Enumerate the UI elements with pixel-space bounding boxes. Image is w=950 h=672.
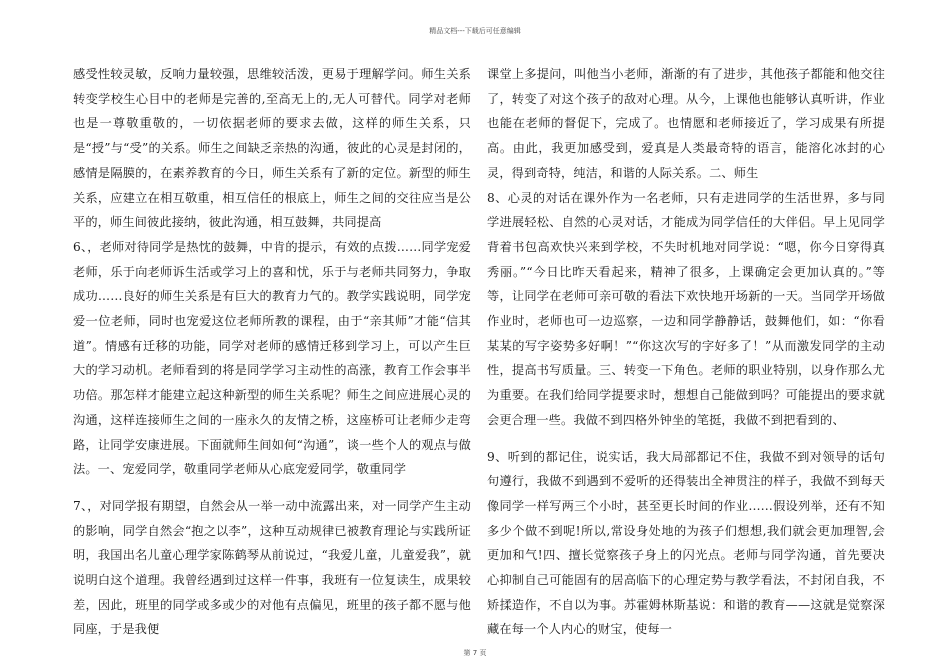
page-header: 精品文档---下载后可任意编辑 <box>429 27 521 35</box>
right-paragraph-3: 9、听到的都记住，说实话，我大局部都记不住，我做不到对领导的话句句遵行，我做不到遇到不爱听的还得装出全神贯注的样子，我做不到每天像同学一样写两三个小时，甚至更长时间的作业……假设列举，还有不知多少个做不到呢!所以,常设身处地的为孩子们想想,我们就会更加理智,会更加和气!四、擅长觉察孩子身上的闪光点。老师与同学沟通，首先要决心抑制自己可能固有的居高临下的心理定势与教学看法，不封闭自我，不矫揉造作，不自以为事。苏霍姆林斯基说：和谐的教育——这就是觉察深藏在每一个人内心的财宝，使每一 <box>487 449 885 637</box>
left-paragraph-1: 感受性较灵敏，反响力量较强，思维较活泼，更易于理解学问。师生关系转变学校生心目中的老师是完善的,至高无上的,无人可替代。同学对老师也是一尊敬重敬的，一切依据老师的要求去做，这样的师生关系，只是“授”与“受”的关系。师生之间缺乏亲热的沟通，彼此的心灵是封闭的，感情是隔膜的，在素养教育的今日，师生关系有了新的定位。新型的师生关系，应建立在相互敬重，相互信任的根底上，师生之间的交往应当是公平的，师生间彼此接纳，彼此沟通，相互鼓舞，共同提高 <box>73 67 471 230</box>
left-column <box>73 62 471 642</box>
right-paragraph-1: 课堂上多提问，叫他当小老师，渐渐的有了进步，其他孩子都能和他交往了，转变了对这个孩子的敌对心理。从今，上课他也能够认真听讲，作业也能在老师的督促下，完成了。也情愿和老师接近了，学习成果有所提高。由此，我更加感受到，爱真是人类最奇特的语言，能溶化冰封的心灵，得到奇特，纯洁，和谐的人际关系。二、师生 <box>487 67 885 180</box>
page-number: 第 7 页 <box>463 649 487 657</box>
left-paragraph-3: 7、，对同学报有期望，自然会从一举一动中流露出来，对一同学产生主动的影响，同学自然会“抱之以李”，这种互动规律已被教育理论与实践所证明，我国出名儿童心理学家陈鹤琴从前说过，“我爱儿童，儿童爱我”，就说明白这个道理。我曾经遇到过这样一件事，我班有一位复读生，成果较差，因此，班里的同学或多或少的对他有点偏见，班里的孩子都不愿与他同座，于是我便 <box>73 498 471 637</box>
right-column <box>487 62 885 642</box>
left-paragraph-2: 6、，老师对待同学是热忱的鼓舞，中肯的提示，有效的点拨……同学宠爱老师，乐于向老师诉生活或学习上的喜和忧，乐于与老师共同努力，争取成功……良好的师生关系是有巨大的教育力气的。教学实践说明，同学宠爱一位老师，同时也宠爱这位老师所教的课程，由于“亲其师”才能“信其道”。情感有迁移的功能，同学对老师的感情迁移到学习上，可以产生巨大的学习动机。老师看到的将是同学学习主动性的高涨，教育工作会事半功倍。那怎样才能建立起这种新型的师生关系呢？师生之间应进展心灵的沟通，这样连接师生之间的一座永久的友情之桥，这座桥可让老师少走弯路，让同学安康进展。下面就师生间如何“沟通”，谈一些个人的观点与做法。一、宠爱同学，敬重同学老师从心底宠爱同学，敬重同学 <box>73 239 471 477</box>
right-paragraph-2: 8、心灵的对话在课外作为一名老师，只有走进同学的生活世界，多与同学进展轻松、自然的心灵对话，才能成为同学信任的大伴侣。早上见同学背着书包高欢快兴来到学校，不失时机地对同学说：“嗯，你今日穿得真秀丽。”“今日比昨天看起来，精神了很多，上课确定会更加认真的。”等等，让同学在老师可亲可敬的看法下欢快地开场新的一天。当同学开场做作业时，老师也可一边巡察，一边和同学静静话，鼓舞他们，如：“你看某某的写字姿势多好啊！”“你这次写的字好多了！”从而激发同学的主动性，提高书写质量。三、转变一下角色。老师的职业特别，以身作那么尤为重要。在我们给同学提要求时，想想自己能做到吗？可能提出的要求就会更合理一些。我做不到四格外钟坐的笔挺，我做不到把看到的、 <box>487 190 885 427</box>
